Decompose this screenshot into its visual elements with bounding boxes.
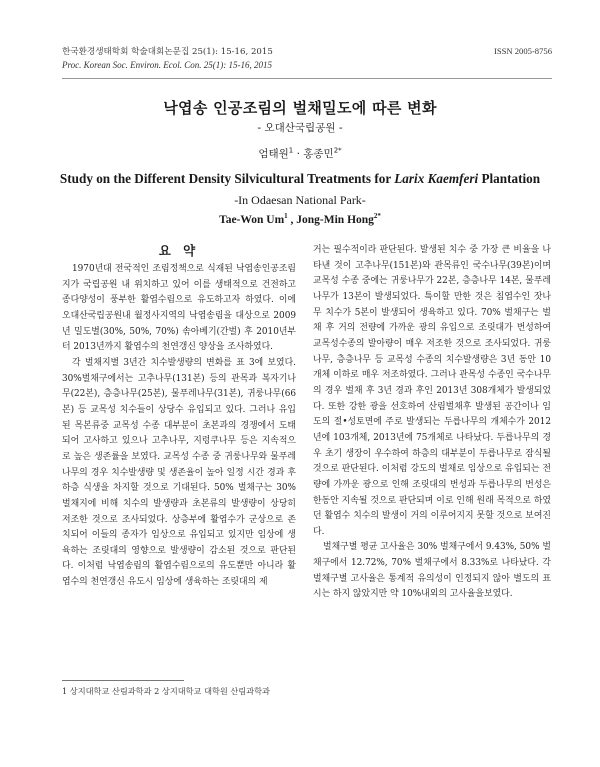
abstract-paragraph: 거는 필수적이라 판단된다. 발생된 치수 중 가장 큰 비율을 나타낸 것이 고추나무(151본)와 관목류인 국수나무(39본)이며 교목성 수종 중에는 귀룽나무가 22본, 층층나무 14본, 물푸레나무가 13본이 발생되었다. 특이할 만한 것은 침엽수인 잣나무 치수가 5본이 발생되어 생육하고 있다. 70% 벌채구는 벌채 후 거의 전량에 가까운 광의 유입으로 조릿대가 번성하여 교목성수종의 발아량이 매우 저조한 것으로 조사되었다. 귀룽나무, 층층나무 등 교목성 수종의 치수발생량은 3년 동안 10개체 이하로 매우 저조하였다. 그러나 관목성 수종인 국수나무의 경우 벌채 후 3년 경과 후인 2013년 308개체가 발생되었다. 또한 강한 광을 선호하여 산림벌채후 발생된 공간이나 임도의 절•성토면에 주로 발생되는 두릅나무의 개체수가 2012년에 103개체, 2013년에 75개체로 나타났다. 두릅나무의 경우 초기 생장이 우수하여 하층의 대부분이 두릅나무로 잠식될 것으로 판단된다. 이처럼 강도의 벌채로 임상으로 유입되는 전량에 가까운 광으로 인해 조릿대의 번성과 두릅나무의 번성은 한동안 지속될 것으로 판단되며 이로 인해 원래 목적으로 하였던 활엽수 치수의 발생이 거의 이루어지지 못할 것으로 보여진다. — [313, 245, 551, 537]
paper-subtitle-en: -In Odaesan National Park- — [234, 193, 366, 207]
authors-en — [0, 214, 600, 226]
paper-subtitle-kr: - 오대산국립공원 - — [257, 122, 343, 134]
footnote-divider — [62, 680, 184, 681]
abstract-column-right — [313, 243, 551, 603]
affiliation-mark: 1 — [284, 212, 288, 221]
abstract-heading: 요 약 — [158, 243, 200, 258]
issn: ISSN 2005-8756 — [493, 46, 552, 56]
journal-citation-en: Proc. Korean Soc. Environ. Ecol. Con. 25(1): 15-16, 2015 — [62, 60, 272, 70]
author-name: 엄태원 — [258, 148, 289, 160]
header-divider — [62, 78, 552, 79]
abstract-paragraph: 벌채구별 평균 고사율은 30% 벌채구에서 9.43%, 50% 벌채구에서 12.72%, 70% 벌채구에서 8.33%로 나타났다. 각 벌채구별 고사율은 통계적 유의성이 인정되지 않아 별도의 표시는 하지 않았지만 약 10%내외의 고사율을보였다. — [313, 542, 551, 600]
authors-kr — [0, 146, 600, 161]
affiliation-footnote: 1 상지대학교 산림과학과 2 상지대학교 대학원 산림과학과 — [62, 686, 270, 696]
paper-title-kr: 낙엽송 인공조림의 벌채밀도에 따른 변화 — [163, 99, 437, 117]
affiliation-mark: 2* — [373, 212, 381, 221]
journal-citation-kr: 한국환경생태학회 학술대회논문집 25(1): 15-16, 2015 — [62, 47, 273, 57]
author-name: Tae-Won Um — [219, 214, 285, 226]
journal-header — [62, 46, 273, 72]
author-separator: · — [293, 148, 304, 160]
abstract-paragraph: 각 벌채지별 3년간 치수발생량의 변화를 표 3에 보였다. 30%벌채구에서는 고추나무(131본) 등의 관목과 복자기나무(22본), 층층나무(25본), 물푸레나무(31본), 귀룽나무(66본) 등 교목성 치수들이 상당수 유입되고 있다. 그러나 유입된 목본류중 교목성 수종 대부분이 초본과의 경쟁에서 도태되어 고사하고 있으나 고추나무, 지렁쿠나무 등은 지속적으로 높은 생존률을 보였다. 교목성 수종 중 귀룽나무와 물푸레나무의 경우 치수발생량 및 생존율이 높아 일정 시간 경과 후 하층 식생을 차지할 것으로 기대된다. 50% 벌채구는 30% 벌채지에 비해 치수의 발생량과 초본류의 발생량이 상당히 저조한 것으로 조사되었다. 상층부에 활엽수가 군상으로 존치되어 이들의 종자가 임상으로 유입되고 있지만 임상에 생육하는 조릿대의 영향으로 발생량이 감소된 것으로 판단된다. 이처럼 낙엽송림의 활엽수림으로의 유도뿐만 아니라 활엽수의 천연갱신 유도시 임상에 생육하는 조릿대의 제 — [62, 357, 296, 588]
affiliation-mark: 1 — [288, 146, 294, 155]
author-separator: , — [287, 214, 297, 226]
affiliation-mark: 2* — [333, 146, 342, 155]
author-name: 홍종민 — [303, 148, 334, 160]
paper-title-en: Study on the Different Density Silvicultural Treatments for Larix Kaemferi Plantation — [59, 171, 541, 186]
author-name: Jong-Min Hong — [296, 214, 374, 226]
species-name: Larix Kaemferi — [394, 171, 479, 186]
abstract-column-left — [62, 262, 296, 591]
abstract-paragraph: 1970년대 전국적인 조림정책으로 식재된 낙엽송인공조림지가 국립공원 내 위치하고 있어 이를 생태적으로 건전하고 종다양성이 풍부한 활엽수림으로 유도하고자 하였다. 이에 오대산국립공원내 월정사지역의 낙엽송림을 대상으로 2009년 밀도별(30%, 50%, 70%) 솎아베기(간벌) 후 2010년부터 2013년까지 활엽수의 천연갱신 양상을 조사하였다. — [62, 264, 296, 353]
